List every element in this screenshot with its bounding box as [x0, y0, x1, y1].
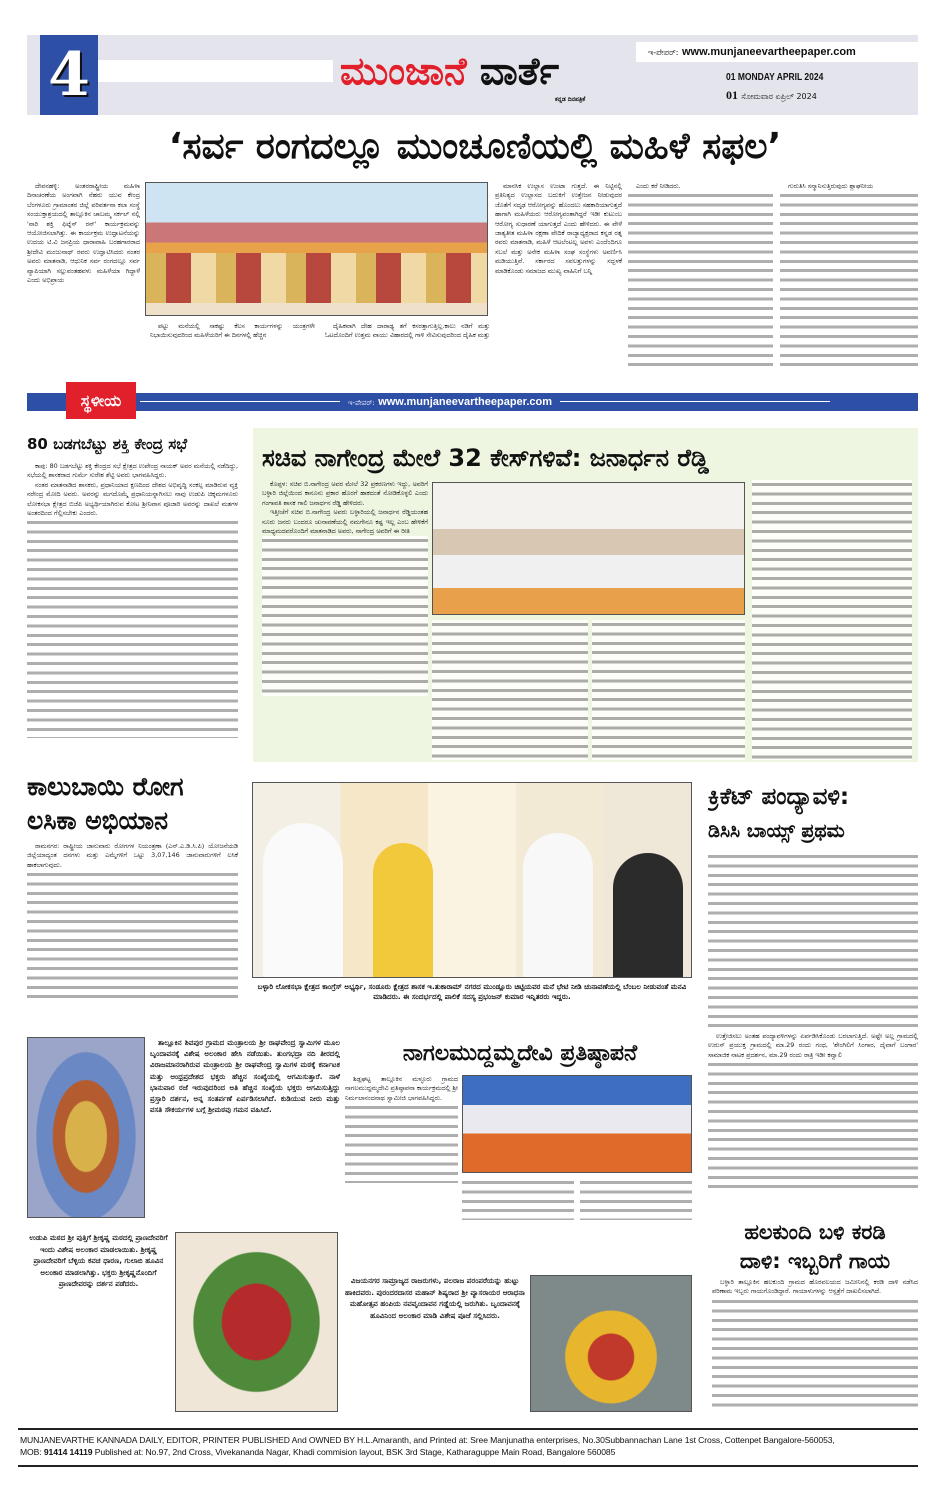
reddy-under-photo-1 [432, 620, 588, 760]
cricket-body [708, 852, 918, 1214]
cricket-headline [708, 780, 920, 848]
kalubai-body [27, 842, 238, 1014]
paragraph: ಕಾಪು: 80 ಬಡಗಬೆಟ್ಟು ಶಕ್ತಿ ಕೇಂದ್ರದ ಸಭೆ ಕ್ಷೇತ್ರದ ಉಪೇಂದ್ರ ನಾಯಕ್ ಅವರ ಮನೆಯಲ್ಲಿ ನಡೆದಿದ್ದು, ಸಭೆಯಲ್ಲಿ ಶಾಸಕರಾದ ಗುರ್ಮೆ ಸುರೇಶ ಶೆಟ್ಟಿ ಅವರು ಭಾಗವಹಿಸಿದ್ದರು. [27, 462, 238, 480]
epaper-url[interactable]: www.munjaneevartheepaper.com [682, 46, 856, 58]
paragraph: ನಂತರ ಮಾತನಾಡಿದ ಶಾಸಕರು, ಪ್ರಧಾನಿಯಾದ ಕ್ಷಣದಿಂದ ದೇಶದ ಅಭಿವೃದ್ಧಿ ಸಂಕಲ್ಪ ಮಾಡಿರುವ ವ್ಯಕ್ತಿ ನರೇಂದ್ರ ಮೋದಿ ಅವರು. ಅವರನ್ನು ಮಗದೊಮ್ಮೆ ಪ್ರಧಾನಿಯನ್ನಾಗಿಸಲು ನಾವು ಉಡುಪಿ ಚಿಕ್ಕಮಗಳೂರು ಲೋಕಸಭಾ ಕ್ಷೇತ್ರದ ಬಿಜೆಪಿ ಅಭ್ಯರ್ಥಿಯಾಗಿರುವ ಕೋಟ ಶ್ರೀನಿವಾಸ ಪೂಜಾರಿ ಅವರನ್ನು ದಾಖಲೆ ಮತಗಳ ಅಂತರದಿಂದ ಗೆಲ್ಲಿಸಬೇಕು ಎಂದರು. [27, 480, 238, 518]
reddy-headline: ಸಚಿವ ನಾಗೇಂದ್ರ ಮೇಲೆ 32 ಕೇಸ್‌ಗಳಿವೆ: ಜನಾರ್ಧನ ರೆಡ್ಡಿ [262, 444, 709, 472]
footer-rule-bottom [18, 1465, 918, 1467]
swamiji-photo [462, 1075, 692, 1173]
headline-line: ಕ್ರಿಕೆಟ್ ಪಂದ್ಯಾವಳಿ: [708, 784, 850, 810]
masthead-white-strip [98, 60, 333, 82]
date-kannada [726, 88, 817, 103]
nagalamuddamma-col-1 [345, 1075, 458, 1220]
headline-line: ಹಲಕುಂದಿ ಬಳಿ ಕರಡಿ [744, 1220, 886, 1244]
headline-line: ದಾಳಿ: ಇಬ್ಬರಿಗೆ ಗಾಯ [739, 1249, 891, 1273]
mob-number: 91414 14119 [43, 1447, 93, 1457]
paragraph: ಉತ್ತೇಜಿಸಲು ಅಂತಹ ಪಂದ್ಯಾವಳಿಗಳನ್ನು ಏರ್ಪಡಿಸಿಕೊಂಡು ಬರಲಾಗುತ್ತಿದೆ. ಅಷ್ಟೇ ಅಲ್ಲ ಗ್ರಾಮದಲ್ಲಿ ಉರುಸ್ ಪ್ರಯುಕ್ತ ಗ್ರಾಮದಲ್ಲಿ ಮಾ.29 ರಂದು ಗಂಧ, 'ಶೇಂಗಿಲಿಗೆ ಸಿಂಗಾರ, ದೈವಾಗೆ ಬಂಗಾರ' ಸಾಮಾಜಿಕ ನಾಟಕ ಪ್ರದರ್ಶನ, ಮಾ.29 ರಂದು ರಾತ್ರಿ ಇಡೀ ಕವ್ವಾಲಿ [708, 1032, 918, 1059]
paragraph: ಇತ್ತೀಚೆಗೆ ಸಚಿವ ಬಿ.ನಾಗೇಂದ್ರ ಅವರು ಬಳ್ಳಾರಿಯಲ್ಲಿ ಜನಾರ್ಧನ ರೆಡ್ಡಿಯಂತಹ ನೂರು ಜನರು ಬಂದರೂ ಚುನಾವಣೆಯಲ್ಲಿ ನಮಗೇನೂ ಕಷ್ಟ ಇಲ್ಲ ಎಂಬ ಹೇಳಿಕೆಗೆ ಮಾಧ್ಯಮದವರೊಂದಿಗೆ ಮಾತನಾಡಿದ ಅವರು, ನಾಗೇಂದ್ರ ಅವರಿಗೆ ಈ ರೀತಿ [262, 508, 428, 536]
mob-label: MOB: [20, 1447, 42, 1457]
date-day: 01 [726, 88, 738, 102]
paragraph: ಗುರುತಿಸಿ ಸನ್ಮಾನಿಸುತ್ತಿರುವುದು ಶ್ಲಾಘನೀಯ [788, 182, 874, 190]
vyasaraya-body [345, 1275, 525, 1421]
paragraph: ದೇವನಹಳ್ಳಿ: ಅಂತರರಾಷ್ಟ್ರೀಯ ಮಹಿಳಾ ದಿನಾಚರಣೆಯ ಅಂಗವಾಗಿ ನೆಹರು ಯುವ ಕೇಂದ್ರ ಬೆಂಗಳೂರು ಗ್ರಾಮಾಂತರ ಜಿಲ್ಲೆ ಪರಿವರ್ತನಾ ಕಲಾ ಸಂಸ್ಥೆ ಸಂಯುಕ್ತಾಶ್ರಯದಲ್ಲಿ ತಾಲ್ಲೂಕಿನ ಚಾಬಮ್ಮ ಸರ್ಕಲ್ ನಲ್ಲಿ 'ನಾರಿ ಶಕ್ತಿ ಫಿಟ್ನೆಸ್ ರನ್' ಕಾರ್ಯಕ್ರಮವನ್ನು ಆಯೋಜಿಸಲಾಗಿತ್ತು. ಈ ಕಾರ್ಯಕ್ರಮ ಉದ್ಘಾಟನೆಯನ್ನು ಉದಯ ಟಿ.ವಿ ಜನಪ್ರಿಯ ಧಾರಾವಾಹಿ ಬರಹಗಾರರಾದ ಶ್ರೀದೇವಿ ಮಂಜುನಾಥ್ ರವರು ಉದ್ಘಾಟಿಸಿದರು ನಂತರ ಅವರು ಮಾತನಾಡಿ, ಆಧುನಿಕ ಸರ್ವ ರಂಗದಲ್ಲೂ ಸರ್ವ ವ್ಯಾಪಿಯಾಗಿ ಸಲ್ಲುವಂತಹವಳು ಮಹಿಳೆಯಾ ಗಿದ್ದಾಳೆ ಎಂದು ಅಭಿಪ್ರಾಯ [27, 182, 140, 285]
shakti-body [27, 462, 238, 760]
logo-red: ಮುಂಜಾನೆ [340, 49, 467, 93]
paragraph: ರಾಮನಗರ: ರಾಷ್ಟ್ರೀಯ ಜಾನುವಾರು ರೋಗಗಳ ನಿಯಂತ್ರಣಾ (ಎನ್.ಎ.ಡಿ.ಸಿ.ಪಿ) ಯೋಜನೆಯಡಿ ಜಿಲ್ಲೆಯಾದ್ಯಂತ ದನಗಳು ಮತ್ತು ಎಮ್ಮೆಗಳಿಗೆ ಒಟ್ಟು 3,07,146 ಜಾನುವಾರುಗಳಿಗೆ ಲಸಿಕೆ ಹಾಕಲಾಗುವುದು. [27, 842, 238, 869]
date-english: 01 MONDAY APRIL 2024 [726, 72, 824, 83]
lead-col-4 [628, 182, 773, 378]
epaper-url[interactable]: www.munjaneevartheepaper.com [378, 396, 553, 408]
reddy-under-photo-2 [592, 620, 745, 760]
section-epaper [340, 393, 560, 411]
headline-line: ಲಸಿಕಾ ಅಭಿಯಾನ [27, 806, 169, 835]
brindavana-photo [530, 1275, 692, 1412]
page-number: 4 [40, 35, 98, 115]
headline-line: ಡಿಸಿಸಿ ಬಾಯ್ಸ್ ಪ್ರಥಮ [708, 820, 845, 842]
footer [20, 1434, 920, 1458]
footer-rule-top [18, 1428, 918, 1430]
halakundi-headline [712, 1218, 918, 1276]
prana-devaru-photo [175, 1232, 338, 1412]
paragraph: ತಾಲ್ಲೂಕಿನ ಶಿವಪುರ ಗ್ರಾಮದ ಮಂತ್ರಾಲಯ ಶ್ರೀ ರಾಘವೇಂದ್ರ ಸ್ವಾಮಿಗಳ ಮೂಲ ಬೃಂದಾವನಕ್ಕೆ ವಿಶೇಷ ಅಲಂಕಾರ ಹೇಸಿ ನಡೆಯಿತು. ತುಂಗಭದ್ರಾ ನದಿ ತೀರದಲ್ಲಿ ವಿರಾಜಮಾನರಾಗಿರುವ ಮಂತ್ರಾಲಯ ಶ್ರೀ ರಾಘವೇಂದ್ರ ಸ್ವಾಮಿಗಳ ಮಠಕ್ಕೆ ಕರ್ನಾಟಕ ಮತ್ತು ಆಂಧ್ರಪ್ರದೇಶದ ಭಕ್ತರು ಹೆಚ್ಚಿನ ಸಂಖ್ಯೆಯಲ್ಲಿ ಆಗಮಿಸುತ್ತಾರೆ. ನಾಳೆ ಭಾನುವಾರ ರಜೆ ಇರುವುದರಿಂದ ಅತಿ ಹೆಚ್ಚಿನ ಸಂಖ್ಯೆಯ ಭಕ್ತರು ಆಗಮಿಸುತ್ತಿದ್ದು ಪ್ರಸ್ತಾರಿ ದರ್ಶನ, ಅನ್ನ ಸಂತರ್ಪಣೆ ಏರ್ಪಡಿಸಲಾಗಿದೆ. ಕುಡಿಯುವ ನೀರು ಮತ್ತು ವಸತಿ ಸೌಕರ್ಯಗಳ ಬಗ್ಗೆ ಶ್ರೀಮಠವು ಗಮನ ವಹಿಸಿದೆ. [150, 1038, 340, 1115]
paragraph: ಮಾನಸಿಕ ಉಲ್ಲಾಸ ಉಂಟಾ ಗುತ್ತದೆ. ಈ ನಿಟ್ಟಿನಲ್ಲಿ ಪ್ರತಿನಿತ್ಯದ ಉಲ್ಲಾಸದ ಬದುಕಿಗೆ ಉತ್ತೇಜನ ನೀಡುವುದರ ಜೊತೆಗೆ ಸದೃಢ ಆರೋಗ್ಯವನ್ನು ಹೊಂದಲು ಸಹಕಾರಿಯಾಗುತ್ತದೆ ಹಾಗಾಗಿ ಮಹಿಳೆಯರು ಆರೋಗ್ಯವಂತಾಗಿದ್ದರೆ ಇಡೀ ಕುಟುಂಬ ಆರೋಗ್ಯ ಸುಧಾರಣೆ ಯಾಗುತ್ತದೆ ಎಂದು ಹೇಳಿದರು. ಈ ವೇಳೆ ಜಾತ್ಯತೀತ ಮಹಿಳಾ ರಕ್ಷಣಾ ವೇದಿಕೆ ರಾಜ್ಯಾಧ್ಯಕ್ಷರಾದ ಕನ್ನಡ ರತ್ನ ರವರು ಮಾತನಾಡಿ, ಮಹಿಳೆ ಆಟಲೆಂಟಲ್ಲ ಅವಳು ಎಂದೆಂದಿಗೂ ಸಬಲೆ ಮತ್ತು ಅನೇಕ ಮಹಿಳಾ ಸಂಘ ಸಂಸ್ಥೆಗಳು ಅವರ್ಣಿಸಿ ಮಡಿಯುತ್ತಿವೆ. ಸರ್ಕಾರದ ಸವಲತ್ತುಗಳನ್ನು ಸದ್ಬಳಕೆ ಮಾಡಿಕೊಂಡು ಸಮಾಜದ ಮುಖ್ಯ ವಾಹಿನಿಗೆ ಬನ್ನಿ [495, 182, 622, 275]
lead-col-5 [780, 182, 918, 378]
paragraph: ಎಂದು ಕರೆ ನೀಡಿದರು. [636, 182, 681, 190]
paragraph: ಪಟ್ಟು ಮನೆಯಲ್ಲಿ ಸಾಕಷ್ಟು ಕೆಲಸ ಕಾರ್ಯಗಳನ್ನು ಯಂತ್ರಗಳೇ ನಿಭಾಯಿಸುವುದರಿಂದ ಮಹಿಳೆಯರಿಗೆ ಈ ದಿನಗಳಲ್ಲಿ ಹೆಚ್ಚಿನ [150, 322, 315, 340]
lead-col-1 [27, 182, 140, 378]
paragraph: ಉಡುಪಿ ಮಠದ ಶ್ರೀ ಪುತ್ತಿಗೆ ಶ್ರೀಕೃಷ್ಣ ಮಠದಲ್ಲಿ ಪ್ರಾಣದೇವರಿಗೆ ಇಂದು ವಿಶೇಷ ಅಲಂಕಾರ ಮಾಡಲಾಯಿತು. ಶ್ರೀಕೃಷ್ಣ ಪ್ರಾಣದೇವರಿಗೆ ಬೆಳ್ಳಿಯ ಕವಚ ಧಾರಣ, ಗುಲಾಬಿ ಹೂವಿನ ಅಲಂಕಾರ ಮಾಡಲಾಗಿತ್ತು. ಭಕ್ತರು ಶ್ರೀಕೃಷ್ಣನೊಂದಿಗೆ ಪ್ರಾಣದೇವರನ್ನು ದರ್ಶನ ಪಡೆದರು. [29, 1233, 168, 1288]
reddy-col-right [752, 480, 912, 760]
reddy-col-1 [262, 480, 428, 760]
paragraph: ಶಿಡ್ಲಘಟ್ಟ ತಾಲ್ಲೂಕಿನ ಮಳ್ಳೂರು ಗ್ರಾಮದ ನಾಗಲಮುದ್ದಮ್ಮದೇವಿ ಪ್ರತಿಷ್ಠಾಪನಾ ಕಾರ್ಯಕ್ರಮದಲ್ಲಿ ಶ್ರೀ ನಿರ್ಮಲಾನಂದನಾಥ ಸ್ವಾಮೀಜಿ ಭಾಗವಹಿಸಿದ್ದರು. [345, 1075, 458, 1102]
candidate-photo-caption: ಬಳ್ಳಾರಿ ಲೋಕಸಭಾ ಕ್ಷೇತ್ರದ ಕಾಂಗ್ರೆಸ್ ಅಭ್ಯರ್ಥಿ, ಸಂಡೂರು ಕ್ಷೇತ್ರದ ಶಾಸಕ ಇ.ತುಕಾರಾಮ್ ನಗರದ ಮುಂಡ್ಲೂರು ಚಿಟ್ಟಿಯವರ ಮನೆ ಭೇಟಿ ನೀಡಿ ಚುನಾವಣೆಯಲ್ಲಿ ಬೆಂಬಲ ನೀಡುವಂತೆ ಮನವಿ ಮಾಡಿದರು. ಈ ಸಂದರ್ಭದಲ್ಲಿ ಪಾಲಿಕೆ ಸದಸ್ಯ ಪ್ರಭಂಜನ್ ಕುಮಾರ ಇನ್ನಿತರರು ಇದ್ದರು. [257, 982, 687, 1001]
footer-line: MUNJANEVARTHE KANNADA DAILY, EDITOR, PRINTER PUBLISHED And OWNED BY H.L.Amaranth, and Printed at: Sree Manjunatha enterprises, No.30Subbannachan Lane 1st Cross, Cottenpet Bangalore-560053, [20, 1435, 835, 1445]
date-kn-text: ಸೋಮವಾರ ಏಪ್ರಿಲ್ 2024 [741, 92, 817, 101]
halakundi-body [712, 1278, 918, 1421]
lead-headline: ‘ಸರ್ವ ರಂಗದಲ್ಲೂ ಮುಂಚೂಣಿಯಲ್ಲಿ ಮಹಿಳೆ ಸಫಲ’ [168, 126, 782, 167]
nagalamuddamma-col-2 [462, 1178, 574, 1220]
footer-line [20, 1446, 920, 1458]
prana-devaru-body [27, 1232, 170, 1420]
paragraph: ಕೊಪ್ಪಳ: ಸಚಿವ ಬಿ.ನಾಗೇಂದ್ರ ಅವರ ಮೇಲೆ 32 ಪ್ರಕರಣಗಳು ಇದ್ದು, ಅವರಿಗೆ ಬಳ್ಳಾರಿ ಜಿಲ್ಲೆಯಿಂದ ಕಾನೂನು ಪ್ರಕಾರ ಹೊರಗೆ ಹಾಕದಂತೆ ನೋಡಿಕೊಳ್ಳಲಿ ಎಂದು ಗಂಗಾವತಿ ಶಾಸಕ ಗಾಲಿ ಜನಾರ್ಧನ ರೆಡ್ಡಿ ಹೇಳಿದರು. [262, 480, 428, 507]
epaper-label: ಇ-ಪೇಪರ್: [648, 48, 679, 57]
logo [340, 44, 640, 98]
tagline: ಕನ್ನಡ ದಿನಪತ್ರಿಕೆ [555, 96, 586, 103]
headline-line: ಕಾಲುಬಾಯಿ ರೋಗ [27, 772, 184, 801]
paragraph: ಬಳ್ಳಾರಿ ತಾಲ್ಲೂಕಿನ ಹಲಕುಂದಿ ಗ್ರಾಮದ ಹೊರವಲಯದ ಜಮೀನಿನಲ್ಲಿ ಕರಡಿ ದಾಳಿ ನಡೆಸಿದ ಪರಿಣಾಮ ಇಬ್ಬರು ಗಾಯಗೊಂಡಿದ್ದಾರೆ. ಗಾಯಾಳುಗಳನ್ನು ಆಸ್ಪತ್ರೆಗೆ ದಾಖಲಿಸಲಾಗಿದೆ. [712, 1278, 918, 1296]
paragraph: ವಿಜಯನಗರ ಸಾಮ್ರಾಜ್ಯದ ರಾಜರುಗಳು, ಪಲರಾಜ ಪರಂಪರೆಯನ್ನು ಹುಟ್ಟು ಹಾಕಿದವರು. ಪುರಂದರದಾಸರ ಮಹಾನ್ ಶಿಷ್ಯರಾದ ಶ್ರೀ ವ್ಯಾಸರಾಯರ ಆರಾಧನಾ ಮಹೋತ್ಸವ ಹಂಪಿಯ ನವವೃಂದಾವನ ಗಡ್ಡೆಯಲ್ಲಿ ಜರುಗಿತು. ಬೃಂದಾವನಕ್ಕೆ ಹೂವಿನಿಂದ ಅಲಂಕಾರ ಮಾಡಿ ವಿಶೇಷ ಪೂಜೆ ಸಲ್ಲಿಸಿದರು. [345, 1276, 525, 1320]
section-label: ಸ್ಥಳೀಯ [66, 382, 136, 419]
lead-under-photo-2 [325, 322, 490, 378]
temple-body [150, 1037, 340, 1219]
publish-address: Published at: No.97, 2nd Cross, Vivekananda Nagar, Khadi commision layout, BSK 3rd Stage, Katharaguppe Main Road, Bangalore 560085 [94, 1447, 616, 1457]
epaper-header [636, 42, 918, 62]
lead-photo [145, 182, 488, 316]
lead-under-photo-1 [150, 322, 315, 378]
nagalamuddamma-col-3 [580, 1178, 692, 1220]
nagalamuddamma-headline: ನಾಗಲಮುದ್ದಮ್ಮದೇವಿ ಪ್ರತಿಷ್ಠಾಪನೆ [402, 1041, 638, 1066]
kalubai-headline [27, 770, 239, 838]
logo-black: ವಾರ್ತೆ [479, 49, 560, 93]
shakti-headline: 80 ಬಡಗಬೆಟ್ಟು ಶಕ್ತಿ ಕೇಂದ್ರ ಸಭೆ [27, 435, 188, 453]
reddy-photo [432, 482, 745, 615]
lead-col-3 [495, 182, 622, 378]
epaper-label: ಇ-ಪೇಪರ್: [348, 399, 375, 407]
paragraph: ದೈಹಿಕವಾಗಿ ದೇಹ ದಾರಾಢ್ಯ ತಗೆ ಕಸರತ್ತಾಗುತ್ತಿಲ್ಲ.ಕಾಲು ನಡಿಗೆ ಮತ್ತು ಓಟದೊಂದಿಗೆ ಉತ್ತಮ ವಾಯು ವಿಹಾರದಲ್ಲಿ ಗಾಳಿ ಸೇವಿಸುವುದರಿಂದ ದೈಹಿಕ ಮತ್ತು [325, 322, 490, 340]
idol-photo [27, 1037, 145, 1218]
candidate-photo [252, 782, 692, 978]
